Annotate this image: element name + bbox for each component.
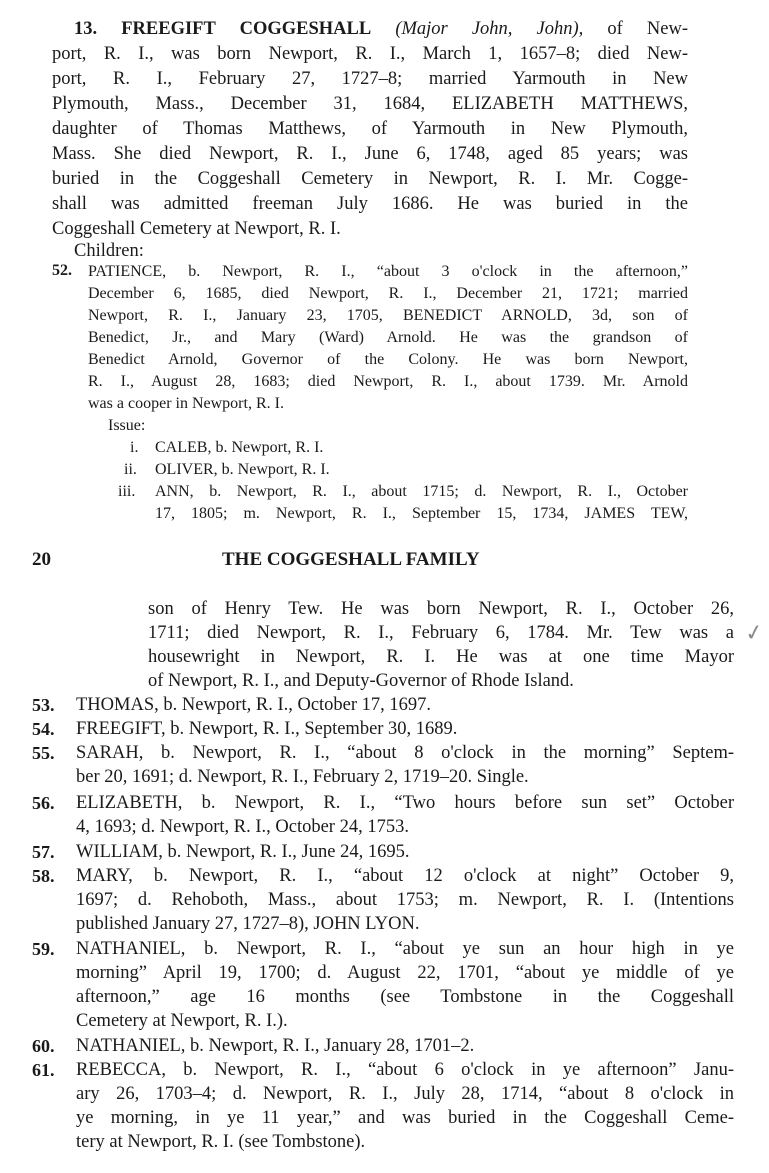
intro-line: buried in the Coggeshall Cemetery in Newport, R. I. Mr. Cogge- xyxy=(52,169,688,189)
entry-number: 61. xyxy=(32,1060,55,1080)
continuation-line: son of Henry Tew. He was born Newport, R. I., October 26, xyxy=(148,599,734,619)
intro-line: port, R. I., was born Newport, R. I., March 1, 1657–8; died New- xyxy=(52,44,688,64)
entry-number: 55. xyxy=(32,743,55,763)
entry-number: 54. xyxy=(32,719,55,739)
entry-number: 13. xyxy=(74,19,98,39)
entry-number: 53. xyxy=(32,695,55,715)
entry-line: NATHANIEL, b. Newport, R. I., “about ye sun an hour high in ye xyxy=(76,939,734,959)
entry-line: afternoon,” age 16 months (see Tombstone in the Coggeshall xyxy=(76,987,734,1007)
continuation-line: 1711; died Newport, R. I., February 6, 1784. Mr. Tew was a xyxy=(148,623,734,643)
intro-line: daughter of Thomas Matthews, of Yarmouth in New Plymouth, xyxy=(52,119,688,139)
child-line: R. I., August 28, 1683; died Newport, R. I., about 1739. Mr. Arnold xyxy=(88,373,688,390)
issue-text: 17, 1805; m. Newport, R. I., September 15, 1734, JAMES TEW, xyxy=(155,505,688,522)
entry-line: ye morning, in ye 11 year,” and was buried in the Coggeshall Ceme- xyxy=(76,1108,734,1128)
entry-13-heading xyxy=(74,18,688,40)
child-line: Newport, R. I., January 23, 1705, BENEDICT ARNOLD, 3d, son of xyxy=(88,307,688,324)
continuation-line: of Newport, R. I., and Deputy-Governor of Rhode Island. xyxy=(148,671,574,691)
continuation-line: housewright in Newport, R. I. He was at one time Mayor xyxy=(148,647,734,667)
entry-number: 56. xyxy=(32,793,55,813)
children-label: Children: xyxy=(74,241,144,261)
entry-line: morning” April 19, 1700; d. August 22, 1701, “about ye middle of ye xyxy=(76,963,734,983)
intro-line: of New- xyxy=(607,19,689,39)
entry-line: 4, 1693; d. Newport, R. I., October 24, 1753. xyxy=(76,817,409,837)
entry-line: Cemetery at Newport, R. I.). xyxy=(76,1011,288,1031)
entry-line: REBECCA, b. Newport, R. I., “about 6 o'clock in ye afternoon” Janu- xyxy=(76,1060,734,1080)
entry-line: SARAH, b. Newport, R. I., “about 8 o'clock in the morning” Septem- xyxy=(76,743,734,763)
entry-line: THOMAS, b. Newport, R. I., October 17, 1697. xyxy=(76,695,432,715)
child-line: Benedict Arnold, Governor of the Colony. He was born Newport, xyxy=(88,351,688,368)
entry-number: 59. xyxy=(32,939,55,959)
entry-line: FREEGIFT, b. Newport, R. I., September 30, 1689. xyxy=(76,719,458,739)
entry-line: ELIZABETH, b. Newport, R. I., “Two hours before sun set” October xyxy=(76,793,734,813)
entry-number: 60. xyxy=(32,1036,55,1056)
entry-line: tery at Newport, R. I. (see Tombstone). xyxy=(76,1132,366,1152)
issue-text: ANN, b. Newport, R. I., about 1715; d. Newport, R. I., October xyxy=(155,483,688,500)
issue-text: OLIVER, b. Newport, R. I. xyxy=(155,461,330,478)
entry-line: 1697; d. Rehoboth, Mass., about 1753; m. Newport, R. I. (Intentions xyxy=(76,890,734,910)
intro-line: Mass. She died Newport, R. I., June 6, 1748, aged 85 years; was xyxy=(52,144,688,164)
child-line: PATIENCE, b. Newport, R. I., “about 3 o'clock in the afternoon,” xyxy=(88,263,688,280)
intro-line: Coggeshall Cemetery at Newport, R. I. xyxy=(52,219,341,239)
entry-number: 58. xyxy=(32,866,55,886)
margin-check-icon: ✓ xyxy=(742,618,766,647)
issue-text: CALEB, b. Newport, R. I. xyxy=(155,439,324,456)
entry-line: NATHANIEL, b. Newport, R. I., January 28, 1701–2. xyxy=(76,1036,475,1056)
entry-number-52: 52. xyxy=(52,262,72,279)
entry-line: published January 27, 1727–8), JOHN LYON. xyxy=(76,914,420,934)
issue-label: Issue: xyxy=(108,417,146,434)
person-name: FREEGIFT COGGESHALL xyxy=(121,19,372,39)
issue-number: i. xyxy=(130,439,139,456)
entry-line: ary 26, 1703–4; d. Newport, R. I., July 28, 1714, “about 8 o'clock in xyxy=(76,1084,734,1104)
entry-number: 57. xyxy=(32,842,55,862)
running-title: THE COGGESHALL FAMILY xyxy=(222,549,480,570)
intro-line: Plymouth, Mass., December 31, 1684, ELIZABETH MATTHEWS, xyxy=(52,94,688,114)
page-number: 20 xyxy=(32,549,51,570)
intro-line: port, R. I., February 27, 1727–8; married Yarmouth in New xyxy=(52,69,688,89)
issue-number: ii. xyxy=(124,461,137,478)
child-line: Benedict, Jr., and Mary (Ward) Arnold. He was the grandson of xyxy=(88,329,688,346)
child-line: was a cooper in Newport, R. I. xyxy=(88,395,284,412)
entry-line: WILLIAM, b. Newport, R. I., June 24, 1695. xyxy=(76,842,410,862)
child-line: December 6, 1685, died Newport, R. I., December 21, 1721; married xyxy=(88,285,688,302)
entry-line: ber 20, 1691; d. Newport, R. I., February 2, 1719–20. Single. xyxy=(76,767,529,787)
entry-line: MARY, b. Newport, R. I., “about 12 o'clock at night” October 9, xyxy=(76,866,734,886)
parents: (Major John, John), xyxy=(395,19,584,39)
issue-number: iii. xyxy=(118,483,136,500)
intro-line: shall was admitted freeman July 1686. He was buried in the xyxy=(52,194,688,214)
